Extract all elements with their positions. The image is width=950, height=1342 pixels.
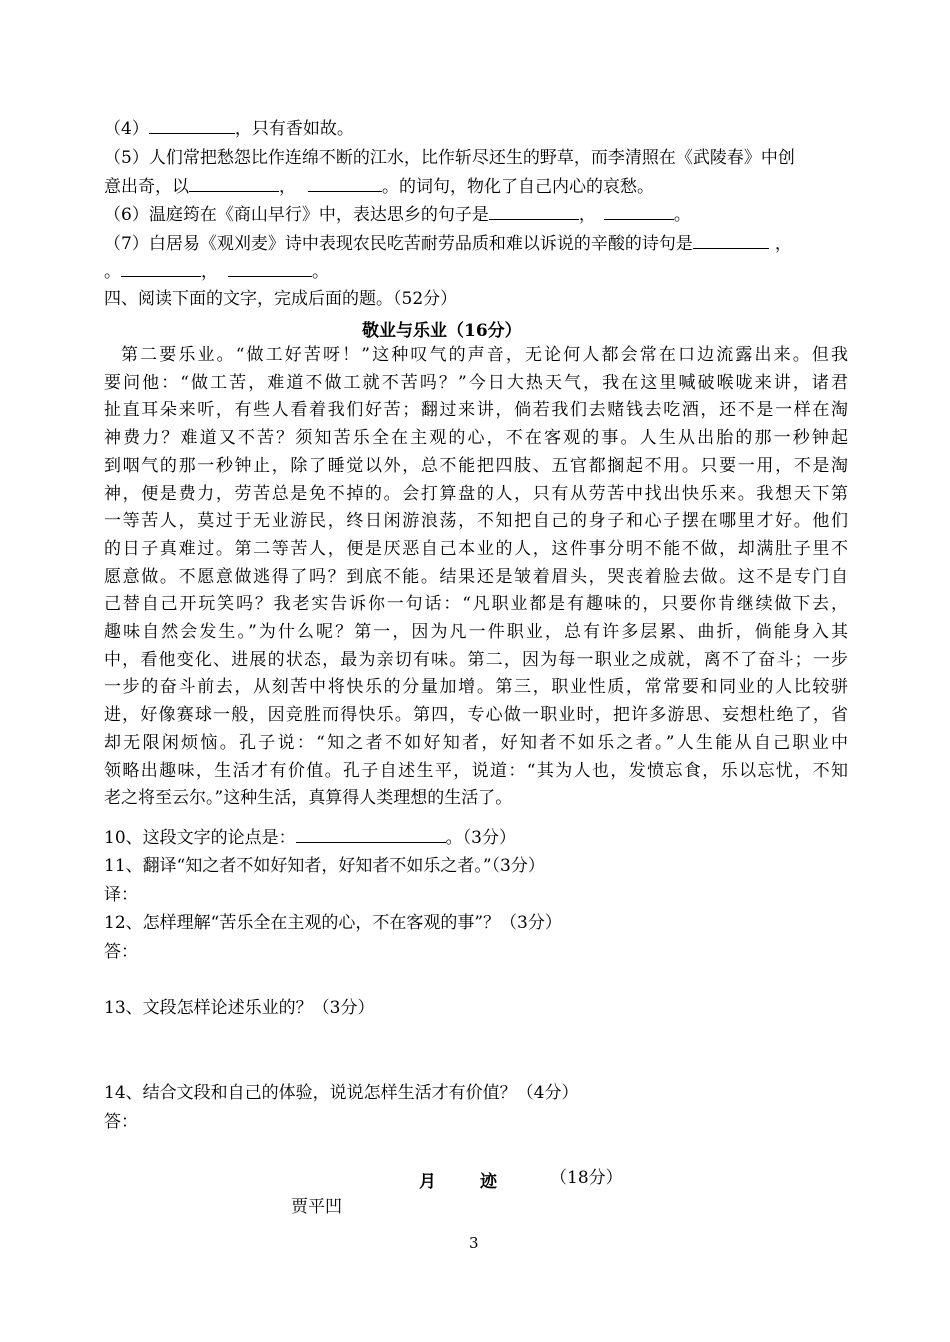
q14-text: 14、结合文段和自己的体验，说说怎样生活才有价值？（4分）	[104, 1083, 579, 1103]
item-5-text: （5）人们常把愁怨比作连绵不断的江水，比作斩尽还生的野草，而李清照在《武陵春》中创	[104, 148, 795, 168]
page-number: 3	[469, 1234, 479, 1252]
q3-item-7-line1	[104, 232, 792, 255]
item-5-text-post: 。的词句，物化了自己内心的哀愁。	[382, 177, 654, 197]
q11-answer-label: 译：	[104, 885, 138, 905]
passage-line: 老之将至云尔。”这种生活，真算得人类理想的生活了。	[104, 788, 513, 809]
passage-line: 一等苦人，莫过于无业游民，终日闲游浪荡，不知把自己的身子和心子摆在哪里才好。他们	[104, 511, 848, 532]
q10-score: 。（3分）	[445, 828, 516, 848]
passage-line: 到咽气的那一秒钟止，除了睡觉以外，总不能把四肢、五官都搁起不用。只要一用，不是淘	[104, 455, 848, 476]
passage-line: 扯直耳朵来听，有些人看着我们好苦；翻过来讲，倘若我们去赌钱去吃酒，还不是一样在淘	[104, 400, 848, 421]
q10-text: 10、这段文字的论点是：	[104, 828, 296, 848]
question-10	[104, 826, 516, 849]
q11-text: 11、翻译“知之者不如好知者，好知者不如乐之者。”（3分）	[104, 856, 545, 876]
section-heading	[104, 288, 457, 310]
question-11	[104, 855, 545, 877]
passage-line: 趣味自然会发生。”为什么呢？第一，因为凡一件职业，总有许多层累、曲折，倘能身入其	[104, 622, 848, 643]
question-12	[104, 912, 562, 934]
item-4-label: （4）	[104, 119, 149, 139]
passage-line: 己替自己开玩笑吗？我老实告诉你一句话：“凡职业都是有趣味的，只要你肯继续做下去，	[104, 594, 848, 615]
passage-line: 第二要乐业。“做工好苦呀！”这种叹气的声音，无论何人都会常在口边流露出来。但我	[121, 345, 848, 365]
yueji-title-char2: 迹	[480, 1172, 497, 1192]
answer-blank[interactable]	[189, 175, 279, 192]
q3-item-5-line1	[104, 147, 795, 169]
q12-text: 12、怎样理解“苦乐全在主观的心，不在客观的事”？（3分）	[104, 913, 562, 933]
passage-line: 中，看他变化、进展的状态，最为亲切有味。第二，因为每一职业之成就，离不了奋斗；一步	[104, 649, 848, 670]
question-14	[104, 1082, 578, 1104]
item-7-text: （7）白居易《观刈麦》诗中表现农民吃苦耐劳品质和难以诉说的辛酸的诗句是	[104, 234, 693, 254]
item-7-sep: ，	[201, 262, 218, 282]
item-6-sep: ，	[578, 205, 596, 225]
question-11-answer[interactable]	[104, 884, 138, 906]
answer-blank[interactable]	[296, 826, 446, 843]
q3-item-5-line2	[104, 175, 654, 198]
yueji-score-text: （18分）	[550, 1168, 623, 1188]
item-7-end: 。	[312, 262, 329, 282]
answer-blank[interactable]	[149, 117, 235, 134]
passage-line: 却无限闲烦恼。孔子说：“知之者不如好知者，好知者不如乐之者。”人生能从自己职业中	[104, 732, 848, 753]
passage-line: 一步的奋斗前去，从刻苦中将快乐的分量加增。第三，职业性质，常常要和同业的人比较骈	[104, 677, 848, 698]
answer-blank[interactable]	[308, 175, 382, 192]
answer-blank[interactable]	[693, 232, 769, 249]
passage-line: 神费力？难道又不苦？须知苦乐全在主观的心，不在客观的事。人生从出胎的那一秒钟起	[104, 428, 848, 449]
item-5-sep: ，	[279, 177, 296, 197]
passage-body	[104, 342, 848, 813]
yueji-title-char1: 月	[419, 1172, 436, 1192]
passage-title: 敬业与乐业（16分）	[362, 321, 522, 341]
q3-item-6	[104, 203, 691, 226]
answer-blank[interactable]	[121, 260, 201, 277]
passage-line: 神，便是费力，劳苦总是免不掉的。会打算盘的人，只有从劳苦中找出快乐来。我想天下第	[104, 483, 848, 504]
passage-line: 愿意做。不愿意做逃得了吗？到底不能。结果还是皱着眉头，哭丧着脸去做。这不是专门自	[104, 566, 848, 587]
yueji-score	[550, 1167, 623, 1189]
passage-line: 领略出趣味，生活才有价值。孔子自述生平，说道：“其为人也，发愤忘食，乐以忘忧，不知	[104, 760, 848, 781]
q3-item-4	[104, 117, 354, 140]
item-7-sep: ，	[774, 234, 792, 254]
answer-blank[interactable]	[604, 203, 674, 220]
author-name: 贾平凹	[291, 1197, 342, 1217]
passage-line: 要问他：“做工苦，难道不做工就不苦吗？”今日大热天气，我在这里喊破喉咙来讲，诸君	[104, 372, 848, 393]
yueji-author	[291, 1196, 342, 1218]
section-heading-text: 四、阅读下面的文字，完成后面的题。（52分）	[104, 289, 458, 309]
question-13	[104, 997, 374, 1019]
question-14-answer[interactable]	[104, 1111, 138, 1133]
q3-item-7-line2	[104, 260, 329, 283]
item-5-text-pre: 意出奇，以	[104, 177, 189, 197]
item-6-text: （6）温庭筠在《商山早行》中，表达思乡的句子是	[104, 205, 489, 225]
q14-answer-label: 答：	[104, 1112, 138, 1132]
item-4-text: ，只有香如故。	[234, 119, 354, 139]
item-7-start: 。	[104, 262, 121, 282]
item-6-end: 。	[673, 205, 691, 225]
yueji-title	[419, 1167, 497, 1192]
question-12-answer[interactable]	[104, 941, 138, 963]
q13-text: 13、文段怎样论述乐业的？（3分）	[104, 998, 375, 1018]
answer-blank[interactable]	[489, 203, 579, 220]
q12-answer-label: 答：	[104, 942, 138, 962]
answer-blank[interactable]	[228, 260, 312, 277]
passage-line: 的日子真难过。第二等苦人，便是厌恶自己本业的人，这件事分明不能不做，却满肚子里不	[104, 538, 848, 559]
passage-line: 进，好像赛球一般，因竞胜而得快乐。第四，专心做一职业时，把许多游思、妄想杜绝了，省	[104, 705, 848, 726]
